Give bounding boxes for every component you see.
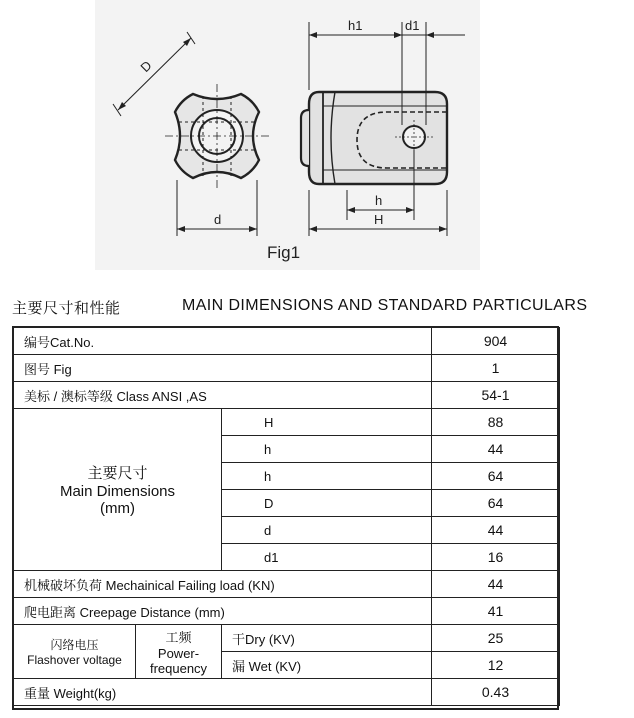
specification-table	[13, 327, 560, 706]
dim-label-H: H	[374, 212, 384, 227]
dim-label-D: D	[137, 57, 155, 75]
power-frequency-label-en: Power-frequency	[149, 646, 208, 676]
dimension-value: 64	[432, 490, 560, 517]
technical-drawing	[95, 0, 480, 270]
cat-no-label: 编号Cat.No.	[14, 328, 432, 355]
power-frequency-label	[136, 625, 222, 679]
heading-chinese: 主要尺寸和性能	[12, 299, 121, 317]
table-row	[14, 625, 560, 652]
main-dimensions-label-en: Main Dimensions	[59, 483, 176, 500]
flashover-label-en: Flashover voltage	[27, 653, 122, 667]
fig-value: 1	[432, 355, 560, 382]
flashover-label	[14, 625, 136, 679]
dry-value: 25	[432, 625, 560, 652]
dimension-name: H	[222, 409, 432, 436]
dimension-value: 44	[432, 517, 560, 544]
table-row	[14, 598, 560, 625]
table-row	[14, 382, 560, 409]
power-frequency-label-cn: 工频	[165, 630, 192, 645]
fig-label: 图号 Fig	[14, 355, 432, 382]
failing-load-value: 44	[432, 571, 560, 598]
table-row	[14, 328, 560, 355]
product-drawing	[95, 0, 480, 270]
table-row	[14, 355, 560, 382]
dim-label-h: h	[375, 193, 383, 208]
dimension-value: 88	[432, 409, 560, 436]
class-value: 54-1	[432, 382, 560, 409]
wet-label: 漏 Wet (KV)	[222, 652, 432, 679]
main-dimensions-label-cn: 主要尺寸	[87, 465, 148, 482]
creepage-value: 41	[432, 598, 560, 625]
dry-label: 干Dry (KV)	[222, 625, 432, 652]
figure-caption: Fig1	[267, 243, 301, 262]
weight-value: 0.43	[432, 679, 560, 706]
dimension-value: 16	[432, 544, 560, 571]
cat-no-value: 904	[432, 328, 560, 355]
front-view	[113, 32, 269, 236]
dimension-name: D	[222, 490, 432, 517]
heading-english: MAIN DIMENSIONS AND STANDARD PARTICULARS	[182, 297, 588, 314]
table-row	[14, 409, 560, 436]
dimension-name: d	[222, 517, 432, 544]
main-dimensions-label	[14, 409, 222, 571]
wet-value: 12	[432, 652, 560, 679]
weight-label: 重量 Weight(kg)	[14, 679, 432, 706]
class-label: 美标 / 澳标等级 Class ANSI ,AS	[14, 382, 432, 409]
creepage-label: 爬电距离 Creepage Distance (mm)	[14, 598, 432, 625]
side-view	[301, 22, 465, 236]
flashover-label-cn: 闪络电压	[50, 638, 99, 652]
dimension-value: 44	[432, 436, 560, 463]
dimension-value: 64	[432, 463, 560, 490]
dim-label-d1: d1	[405, 18, 420, 33]
dim-label-h1: h1	[348, 18, 363, 33]
dimension-name: d1	[222, 544, 432, 571]
dimension-name: h	[222, 436, 432, 463]
dim-label-d: d	[214, 212, 222, 227]
failing-load-label: 机械破坏负荷 Mechainical Failing load (KN)	[14, 571, 432, 598]
table-row	[14, 571, 560, 598]
table-row	[14, 679, 560, 706]
main-dimensions-label-unit: (mm)	[100, 500, 135, 517]
dimension-name: h	[222, 463, 432, 490]
